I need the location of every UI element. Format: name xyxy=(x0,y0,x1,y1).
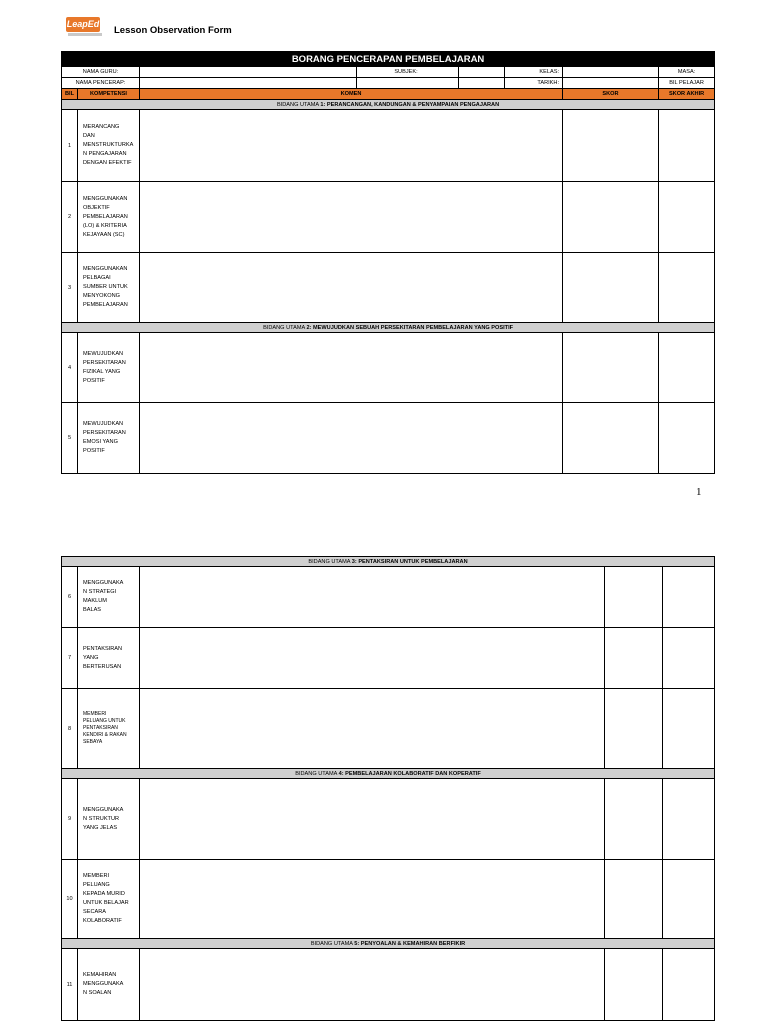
kompetensi-line: N STRUKTUR xyxy=(83,815,120,822)
section-header xyxy=(62,769,715,779)
komen-cell[interactable] xyxy=(140,628,605,689)
skor-akhir-cell[interactable] xyxy=(663,779,715,860)
observation-form-table-page-1 xyxy=(61,51,715,474)
section-prefix: BIDANG UTAMA xyxy=(308,558,352,565)
section-header xyxy=(62,557,715,567)
skor-cell[interactable] xyxy=(605,860,663,939)
kompetensi-line: PEMBELAJARAN xyxy=(83,302,128,308)
kompetensi-line: MENGGUNAKA xyxy=(83,806,124,813)
row-number: 1 xyxy=(62,110,78,182)
row-number: 8 xyxy=(62,689,78,769)
kompetensi-line: PERSEKITARAN xyxy=(83,359,126,366)
komen-cell[interactable] xyxy=(140,779,605,860)
table-row xyxy=(62,949,715,1021)
row-number: 2 xyxy=(62,182,78,253)
row-number: 3 xyxy=(62,253,78,323)
col-kompetensi: KOMPETENSI xyxy=(78,89,140,100)
kompetensi-line: PEMBELAJARAN xyxy=(83,213,128,220)
table-row xyxy=(62,253,715,323)
kompetensi-line: PELUANG xyxy=(83,882,110,888)
skor-akhir-cell[interactable] xyxy=(663,949,715,1021)
kompetensi-label xyxy=(78,110,140,182)
kompetensi-line: N SOALAN xyxy=(83,990,112,996)
kompetensi-line: MAKLUM xyxy=(83,598,107,604)
kompetensi-line: MENSTRUKTURKA xyxy=(83,142,134,148)
section-title: 2: MEWUJUDKAN SEBUAH PERSEKITARAN PEMBELAJARAN YANG POSITIF xyxy=(306,324,514,331)
kompetensi-line: PENTAKSIRAN xyxy=(83,645,123,652)
kompetensi-line: MEWUJUDKAN xyxy=(83,350,124,357)
nama-pencerap-label: NAMA PENCERAP: xyxy=(62,78,140,89)
kompetensi-line: KOLABORATIF xyxy=(83,918,122,924)
table-row xyxy=(62,110,715,182)
kompetensi-line: N STRATEGI xyxy=(83,589,117,595)
kompetensi-label xyxy=(78,779,140,860)
section-title: 3: PENTAKSIRAN UNTUK PEMBELAJARAN xyxy=(351,558,468,565)
komen-cell[interactable] xyxy=(140,333,563,403)
skor-cell[interactable] xyxy=(605,689,663,769)
logo-text: LeapEd xyxy=(66,17,100,32)
skor-akhir-cell[interactable] xyxy=(659,403,715,474)
kompetensi-line: MENGGUNAKAN xyxy=(83,266,128,272)
skor-cell[interactable] xyxy=(563,110,659,182)
subjek-label: SUBJEK: xyxy=(357,67,459,78)
kompetensi-line: KEJAYAAN (SC) xyxy=(83,231,125,238)
skor-cell[interactable] xyxy=(563,333,659,403)
kompetensi-line: EMOSI YANG xyxy=(83,439,118,445)
kompetensi-line: (LO) & KRITERIA xyxy=(83,222,127,229)
leaped-logo xyxy=(66,15,102,39)
kompetensi-line: BERTERUSAN xyxy=(83,663,122,670)
skor-akhir-cell[interactable] xyxy=(663,860,715,939)
table-row xyxy=(62,333,715,403)
kompetensi-line: KENDIRI & RAKAN xyxy=(83,732,127,738)
kompetensi-line: PERSEKITARAN xyxy=(83,430,126,436)
skor-akhir-cell[interactable] xyxy=(663,689,715,769)
section-header xyxy=(62,100,715,110)
section-title: 1: PERANCANGAN, KANDUNGAN & PENYAMPAIAN PENGAJARAN xyxy=(320,101,500,108)
skor-cell[interactable] xyxy=(605,628,663,689)
table-row xyxy=(62,182,715,253)
skor-cell[interactable] xyxy=(563,403,659,474)
kompetensi-line: POSITIF xyxy=(83,377,105,384)
kompetensi-line: PELUANG UNTUK xyxy=(83,718,126,724)
komen-cell[interactable] xyxy=(140,182,563,253)
skor-cell[interactable] xyxy=(605,779,663,860)
kompetensi-line: KEMAHIRAN xyxy=(83,972,117,978)
kompetensi-line: DENGAN EFEKTIF xyxy=(83,160,132,166)
kompetensi-label xyxy=(78,182,140,253)
section-header xyxy=(62,323,715,333)
kelas-field[interactable] xyxy=(563,67,659,78)
masa-label: MASA: xyxy=(659,67,715,78)
skor-cell[interactable] xyxy=(563,182,659,253)
kompetensi-line: POSITIF xyxy=(83,448,105,454)
table-row xyxy=(62,860,715,939)
skor-akhir-cell[interactable] xyxy=(659,182,715,253)
bil-pelajar-label: BIL PELAJAR xyxy=(659,78,715,89)
col-skor: SKOR xyxy=(563,89,659,100)
nama-guru-field[interactable] xyxy=(140,67,357,78)
kompetensi-line: OBJEKTIF xyxy=(83,204,110,211)
skor-cell[interactable] xyxy=(605,949,663,1021)
komen-cell[interactable] xyxy=(140,689,605,769)
kompetensi-line: MENGGUNAKA xyxy=(83,580,124,586)
table-row xyxy=(62,403,715,474)
komen-cell[interactable] xyxy=(140,567,605,628)
kompetensi-line: SECARA xyxy=(83,909,107,915)
kompetensi-label xyxy=(78,567,140,628)
skor-cell[interactable] xyxy=(605,567,663,628)
tarikh-field[interactable] xyxy=(563,78,659,89)
table-row xyxy=(62,567,715,628)
skor-akhir-cell[interactable] xyxy=(659,110,715,182)
row-number: 6 xyxy=(62,567,78,628)
skor-akhir-cell[interactable] xyxy=(659,333,715,403)
blank-cell xyxy=(357,78,459,89)
table-row xyxy=(62,628,715,689)
kompetensi-line: MENYOKONG xyxy=(83,293,120,299)
row-number: 10 xyxy=(62,860,78,939)
section-prefix: BIDANG UTAMA xyxy=(276,101,321,108)
kompetensi-line: UNTUK BELAJAR xyxy=(83,900,129,906)
kompetensi-line: MEMBERI xyxy=(83,873,110,879)
komen-cell[interactable] xyxy=(140,110,563,182)
table-row xyxy=(62,689,715,769)
kompetensi-line: MENGGUNAKA xyxy=(83,981,124,987)
kompetensi-line: N PENGAJARAN xyxy=(83,151,127,157)
kompetensi-line: FIZIKAL YANG xyxy=(83,368,121,375)
blank-cell xyxy=(459,78,505,89)
kompetensi-label xyxy=(78,628,140,689)
kompetensi-line: KEPADA MURID xyxy=(83,891,125,897)
komen-cell[interactable] xyxy=(140,949,605,1021)
kompetensi-line: YANG JELAS xyxy=(83,824,118,831)
kompetensi-line: PENTAKSIRAN xyxy=(83,725,118,731)
komen-cell[interactable] xyxy=(140,860,605,939)
nama-pencerap-field[interactable] xyxy=(140,78,357,89)
col-skor-akhir: SKOR AKHIR xyxy=(659,89,715,100)
skor-akhir-cell[interactable] xyxy=(663,628,715,689)
section-header xyxy=(62,939,715,949)
kompetensi-label xyxy=(78,333,140,403)
kompetensi-line: MERANCANG xyxy=(83,124,120,130)
section-title: 4: PEMBELAJARAN KOLABORATIF DAN KOPERATIF xyxy=(338,770,481,777)
kompetensi-line: MEMBERI xyxy=(83,711,107,717)
kompetensi-line: BALAS xyxy=(83,607,102,613)
row-number: 9 xyxy=(62,779,78,860)
kompetensi-label xyxy=(78,689,140,769)
row-number: 5 xyxy=(62,403,78,474)
skor-akhir-cell[interactable] xyxy=(659,253,715,323)
logo-tagline-bar xyxy=(68,33,102,36)
observation-form-table-page-2 xyxy=(61,556,715,1021)
row-number: 4 xyxy=(62,333,78,403)
kelas-label: KELAS: xyxy=(505,67,563,78)
section-title: 5: PENYOALAN & KEMAHIRAN BERFIKIR xyxy=(354,940,466,947)
form-title: BORANG PENCERAPAN PEMBELAJARAN xyxy=(62,52,715,67)
kompetensi-label xyxy=(78,860,140,939)
kompetensi-line: YANG xyxy=(83,654,99,661)
tarikh-label: TARIKH: xyxy=(505,78,563,89)
komen-cell[interactable] xyxy=(140,403,563,474)
skor-cell[interactable] xyxy=(563,253,659,323)
kompetensi-line: PELBAGAI xyxy=(83,275,111,281)
row-number: 11 xyxy=(62,949,78,1021)
table-row xyxy=(62,779,715,860)
skor-akhir-cell[interactable] xyxy=(663,567,715,628)
col-komen: KOMEN xyxy=(140,89,563,100)
page-number: 1 xyxy=(696,486,702,498)
page-title: Lesson Observation Form xyxy=(114,25,232,36)
nama-guru-label: NAMA GURU: xyxy=(62,67,140,78)
kompetensi-line: SUMBER UNTUK xyxy=(83,284,128,290)
section-prefix: BIDANG UTAMA xyxy=(295,770,339,777)
kompetensi-label xyxy=(78,403,140,474)
kompetensi-line: SEBAYA xyxy=(83,739,103,745)
kompetensi-line: MENGGUNAKAN xyxy=(83,195,128,202)
section-prefix: BIDANG UTAMA xyxy=(263,324,307,331)
kompetensi-line: MEWUJUDKAN xyxy=(83,421,124,427)
col-bil: BIL xyxy=(62,89,78,100)
komen-cell[interactable] xyxy=(140,253,563,323)
kompetensi-label xyxy=(78,253,140,323)
kompetensi-label xyxy=(78,949,140,1021)
subjek-field[interactable] xyxy=(459,67,505,78)
row-number: 7 xyxy=(62,628,78,689)
section-prefix: BIDANG UTAMA xyxy=(310,940,355,947)
kompetensi-line: DAN xyxy=(83,133,95,139)
